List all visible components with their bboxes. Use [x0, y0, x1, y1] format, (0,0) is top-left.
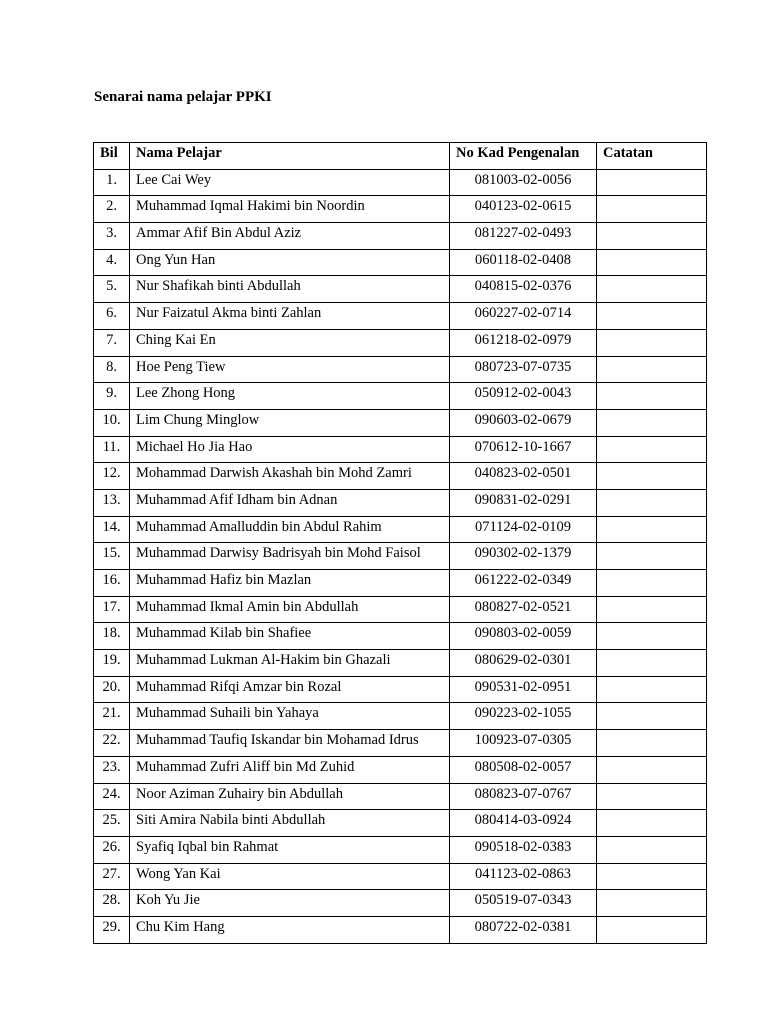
cell-bil: 20.: [94, 676, 130, 703]
cell-catatan: [597, 223, 707, 250]
cell-no-kad-pengenalan: 050912-02-0043: [450, 383, 597, 410]
cell-no-kad-pengenalan: 061222-02-0349: [450, 570, 597, 597]
table-row: [94, 623, 707, 650]
cell-catatan: [597, 730, 707, 757]
table-row: [94, 810, 707, 837]
cell-no-kad-pengenalan: 090518-02-0383: [450, 836, 597, 863]
cell-no-kad-pengenalan: 071124-02-0109: [450, 516, 597, 543]
cell-nama-pelajar: Nur Shafikah binti Abdullah: [130, 276, 450, 303]
cell-nama-pelajar: Muhammad Amalluddin bin Abdul Rahim: [130, 516, 450, 543]
cell-no-kad-pengenalan: 080723-07-0735: [450, 356, 597, 383]
cell-bil: 1.: [94, 169, 130, 196]
cell-no-kad-pengenalan: 070612-10-1667: [450, 436, 597, 463]
cell-nama-pelajar: Wong Yan Kai: [130, 863, 450, 890]
cell-bil: 22.: [94, 730, 130, 757]
cell-catatan: [597, 916, 707, 943]
cell-bil: 24.: [94, 783, 130, 810]
cell-bil: 25.: [94, 810, 130, 837]
cell-catatan: [597, 570, 707, 597]
cell-bil: 8.: [94, 356, 130, 383]
cell-no-kad-pengenalan: 060118-02-0408: [450, 249, 597, 276]
cell-no-kad-pengenalan: 080827-02-0521: [450, 596, 597, 623]
cell-bil: 26.: [94, 836, 130, 863]
table-row: [94, 169, 707, 196]
table-row: [94, 916, 707, 943]
cell-nama-pelajar: Muhammad Darwisy Badrisyah bin Mohd Faisol: [130, 543, 450, 570]
cell-bil: 12.: [94, 463, 130, 490]
cell-catatan: [597, 516, 707, 543]
cell-bil: 10.: [94, 409, 130, 436]
cell-nama-pelajar: Muhammad Afif Idham bin Adnan: [130, 489, 450, 516]
cell-no-kad-pengenalan: 041123-02-0863: [450, 863, 597, 890]
table-row: [94, 890, 707, 917]
cell-no-kad-pengenalan: 061218-02-0979: [450, 329, 597, 356]
cell-catatan: [597, 409, 707, 436]
cell-catatan: [597, 836, 707, 863]
table-row: [94, 836, 707, 863]
cell-catatan: [597, 650, 707, 677]
cell-bil: 23.: [94, 756, 130, 783]
cell-bil: 29.: [94, 916, 130, 943]
cell-no-kad-pengenalan: 081227-02-0493: [450, 223, 597, 250]
table-row: [94, 570, 707, 597]
cell-catatan: [597, 383, 707, 410]
cell-no-kad-pengenalan: 040815-02-0376: [450, 276, 597, 303]
cell-bil: 9.: [94, 383, 130, 410]
cell-catatan: [597, 276, 707, 303]
cell-catatan: [597, 863, 707, 890]
cell-no-kad-pengenalan: 040823-02-0501: [450, 463, 597, 490]
table-row: [94, 703, 707, 730]
cell-no-kad-pengenalan: 060227-02-0714: [450, 303, 597, 330]
cell-nama-pelajar: Muhammad Lukman Al-Hakim bin Ghazali: [130, 650, 450, 677]
cell-nama-pelajar: Lee Cai Wey: [130, 169, 450, 196]
table-header-row: [94, 143, 707, 170]
table-row: [94, 730, 707, 757]
table-row: [94, 409, 707, 436]
cell-nama-pelajar: Muhammad Rifqi Amzar bin Rozal: [130, 676, 450, 703]
cell-no-kad-pengenalan: 081003-02-0056: [450, 169, 597, 196]
cell-nama-pelajar: Muhammad Iqmal Hakimi bin Noordin: [130, 196, 450, 223]
cell-catatan: [597, 356, 707, 383]
table-row: [94, 516, 707, 543]
cell-catatan: [597, 169, 707, 196]
cell-catatan: [597, 890, 707, 917]
cell-bil: 21.: [94, 703, 130, 730]
cell-no-kad-pengenalan: 090603-02-0679: [450, 409, 597, 436]
table-row: [94, 863, 707, 890]
page-title: Senarai nama pelajar PPKI: [94, 89, 272, 105]
cell-catatan: [597, 676, 707, 703]
table-row: [94, 329, 707, 356]
cell-nama-pelajar: Muhammad Zufri Aliff bin Md Zuhid: [130, 756, 450, 783]
cell-bil: 18.: [94, 623, 130, 650]
cell-bil: 11.: [94, 436, 130, 463]
cell-bil: 17.: [94, 596, 130, 623]
cell-nama-pelajar: Muhammad Hafiz bin Mazlan: [130, 570, 450, 597]
cell-nama-pelajar: Ching Kai En: [130, 329, 450, 356]
cell-bil: 16.: [94, 570, 130, 597]
header-bil: Bil: [94, 143, 130, 170]
cell-no-kad-pengenalan: 090223-02-1055: [450, 703, 597, 730]
cell-bil: 5.: [94, 276, 130, 303]
table-row: [94, 383, 707, 410]
cell-catatan: [597, 329, 707, 356]
table-row: [94, 249, 707, 276]
table-row: [94, 543, 707, 570]
cell-nama-pelajar: Koh Yu Jie: [130, 890, 450, 917]
table-row: [94, 756, 707, 783]
cell-no-kad-pengenalan: 080629-02-0301: [450, 650, 597, 677]
cell-nama-pelajar: Muhammad Kilab bin Shafiee: [130, 623, 450, 650]
cell-nama-pelajar: Hoe Peng Tiew: [130, 356, 450, 383]
cell-nama-pelajar: Michael Ho Jia Hao: [130, 436, 450, 463]
header-nama-pelajar: Nama Pelajar: [130, 143, 450, 170]
table-row: [94, 463, 707, 490]
cell-no-kad-pengenalan: 090302-02-1379: [450, 543, 597, 570]
table-row: [94, 196, 707, 223]
cell-no-kad-pengenalan: 040123-02-0615: [450, 196, 597, 223]
cell-catatan: [597, 463, 707, 490]
cell-bil: 7.: [94, 329, 130, 356]
table-row: [94, 489, 707, 516]
cell-bil: 6.: [94, 303, 130, 330]
cell-catatan: [597, 596, 707, 623]
cell-catatan: [597, 543, 707, 570]
table-row: [94, 276, 707, 303]
table-row: [94, 676, 707, 703]
cell-catatan: [597, 303, 707, 330]
cell-catatan: [597, 196, 707, 223]
cell-nama-pelajar: Ammar Afif Bin Abdul Aziz: [130, 223, 450, 250]
cell-bil: 4.: [94, 249, 130, 276]
cell-no-kad-pengenalan: 080508-02-0057: [450, 756, 597, 783]
cell-catatan: [597, 436, 707, 463]
cell-no-kad-pengenalan: 090831-02-0291: [450, 489, 597, 516]
table-row: [94, 650, 707, 677]
cell-no-kad-pengenalan: 100923-07-0305: [450, 730, 597, 757]
cell-nama-pelajar: Noor Aziman Zuhairy bin Abdullah: [130, 783, 450, 810]
cell-catatan: [597, 703, 707, 730]
cell-nama-pelajar: Nur Faizatul Akma binti Zahlan: [130, 303, 450, 330]
cell-nama-pelajar: Ong Yun Han: [130, 249, 450, 276]
cell-bil: 28.: [94, 890, 130, 917]
cell-no-kad-pengenalan: 080414-03-0924: [450, 810, 597, 837]
cell-nama-pelajar: Lee Zhong Hong: [130, 383, 450, 410]
table-row: [94, 356, 707, 383]
table-row: [94, 303, 707, 330]
cell-catatan: [597, 783, 707, 810]
cell-catatan: [597, 756, 707, 783]
table-row: [94, 783, 707, 810]
cell-no-kad-pengenalan: 080722-02-0381: [450, 916, 597, 943]
cell-bil: 3.: [94, 223, 130, 250]
table-body: [94, 169, 707, 943]
cell-bil: 19.: [94, 650, 130, 677]
cell-nama-pelajar: Lim Chung Minglow: [130, 409, 450, 436]
cell-nama-pelajar: Chu Kim Hang: [130, 916, 450, 943]
cell-bil: 14.: [94, 516, 130, 543]
cell-catatan: [597, 810, 707, 837]
cell-no-kad-pengenalan: 050519-07-0343: [450, 890, 597, 917]
cell-no-kad-pengenalan: 090531-02-0951: [450, 676, 597, 703]
cell-nama-pelajar: Mohammad Darwish Akashah bin Mohd Zamri: [130, 463, 450, 490]
table-row: [94, 223, 707, 250]
cell-bil: 27.: [94, 863, 130, 890]
header-no-kad-pengenalan: No Kad Pengenalan: [450, 143, 597, 170]
cell-nama-pelajar: Syafiq Iqbal bin Rahmat: [130, 836, 450, 863]
cell-no-kad-pengenalan: 090803-02-0059: [450, 623, 597, 650]
cell-nama-pelajar: Muhammad Taufiq Iskandar bin Mohamad Idrus: [130, 730, 450, 757]
header-catatan: Catatan: [597, 143, 707, 170]
table-row: [94, 436, 707, 463]
cell-nama-pelajar: Muhammad Suhaili bin Yahaya: [130, 703, 450, 730]
cell-bil: 13.: [94, 489, 130, 516]
cell-catatan: [597, 623, 707, 650]
cell-nama-pelajar: Muhammad Ikmal Amin bin Abdullah: [130, 596, 450, 623]
student-table: [93, 142, 707, 944]
cell-catatan: [597, 489, 707, 516]
cell-bil: 2.: [94, 196, 130, 223]
cell-bil: 15.: [94, 543, 130, 570]
cell-catatan: [597, 249, 707, 276]
cell-nama-pelajar: Siti Amira Nabila binti Abdullah: [130, 810, 450, 837]
cell-no-kad-pengenalan: 080823-07-0767: [450, 783, 597, 810]
table-row: [94, 596, 707, 623]
